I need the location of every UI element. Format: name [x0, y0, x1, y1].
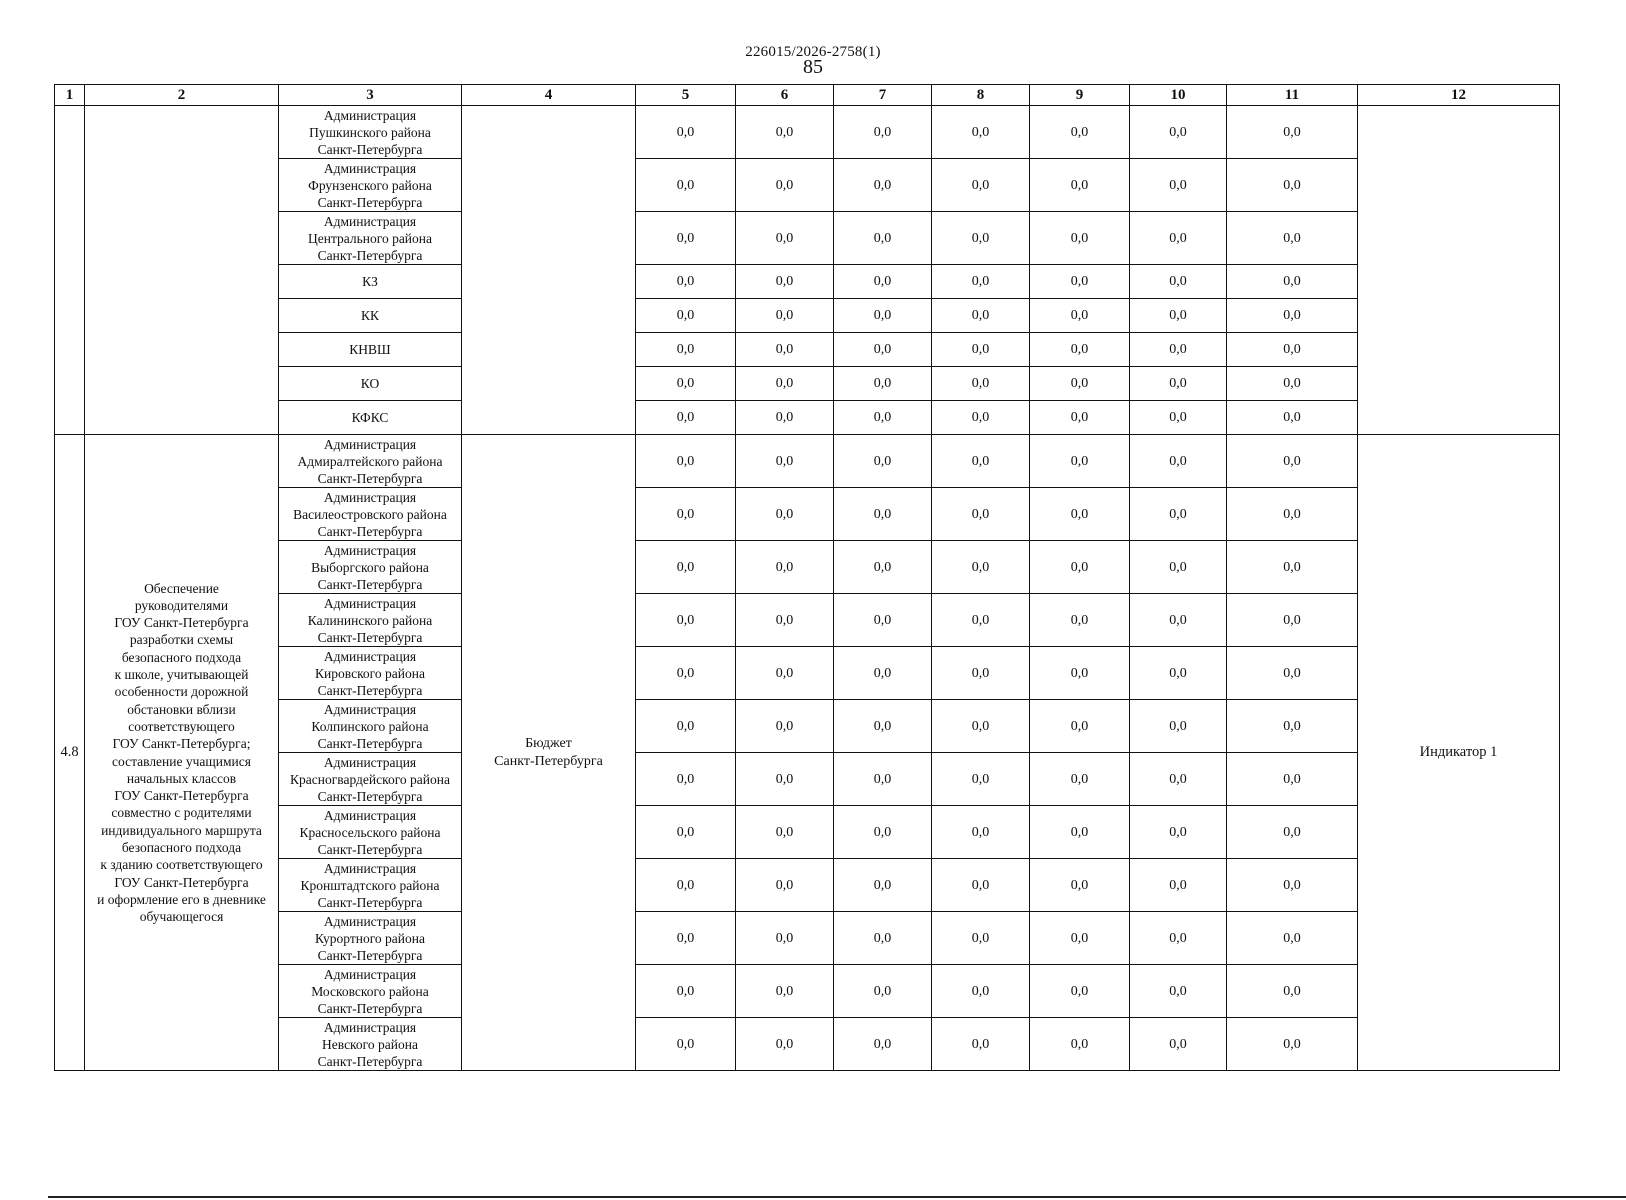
value-cell: 0,0 — [1130, 333, 1227, 367]
value-cell: 0,0 — [932, 299, 1030, 333]
value-cell: 0,0 — [1130, 159, 1227, 212]
organization-cell: Администрация Курортного района Санкт-Петербурга — [279, 912, 462, 965]
column-header: 8 — [932, 85, 1030, 106]
value-cell: 0,0 — [1030, 753, 1130, 806]
column-header: 10 — [1130, 85, 1227, 106]
value-cell: 0,0 — [932, 367, 1030, 401]
value-cell: 0,0 — [736, 212, 834, 265]
value-cell: 0,0 — [1227, 806, 1358, 859]
value-cell: 0,0 — [636, 106, 736, 159]
value-cell: 0,0 — [636, 700, 736, 753]
value-cell: 0,0 — [932, 265, 1030, 299]
table-row — [55, 106, 1560, 159]
value-cell: 0,0 — [636, 488, 736, 541]
organization-cell: Администрация Красносельского района Санкт-Петербурга — [279, 806, 462, 859]
value-cell: 0,0 — [636, 299, 736, 333]
value-cell: 0,0 — [736, 367, 834, 401]
value-cell: 0,0 — [932, 333, 1030, 367]
value-cell: 0,0 — [1030, 333, 1130, 367]
value-cell: 0,0 — [932, 647, 1030, 700]
value-cell: 0,0 — [1130, 647, 1227, 700]
value-cell: 0,0 — [834, 541, 932, 594]
value-cell: 0,0 — [1227, 912, 1358, 965]
column-header: 2 — [85, 85, 279, 106]
value-cell: 0,0 — [636, 333, 736, 367]
value-cell: 0,0 — [834, 912, 932, 965]
value-cell: 0,0 — [1227, 700, 1358, 753]
table-row — [55, 401, 1560, 435]
value-cell: 0,0 — [1030, 488, 1130, 541]
column-header: 6 — [736, 85, 834, 106]
value-cell: 0,0 — [1130, 488, 1227, 541]
value-cell: 0,0 — [736, 594, 834, 647]
column-header: 7 — [834, 85, 932, 106]
organization-cell: Администрация Выборгского района Санкт-Петербурга — [279, 541, 462, 594]
value-cell: 0,0 — [1130, 541, 1227, 594]
value-cell: 0,0 — [1130, 594, 1227, 647]
value-cell: 0,0 — [834, 367, 932, 401]
value-cell: 0,0 — [1130, 700, 1227, 753]
value-cell: 0,0 — [1030, 541, 1130, 594]
organization-cell: КО — [279, 367, 462, 401]
value-cell: 0,0 — [1227, 401, 1358, 435]
value-cell: 0,0 — [1130, 912, 1227, 965]
table-row — [55, 299, 1560, 333]
value-cell: 0,0 — [932, 106, 1030, 159]
value-cell: 0,0 — [932, 965, 1030, 1018]
organization-cell: Администрация Василеостровского района Санкт-Петербурга — [279, 488, 462, 541]
value-cell: 0,0 — [736, 333, 834, 367]
value-cell: 0,0 — [1030, 647, 1130, 700]
table-row — [55, 159, 1560, 212]
value-cell: 0,0 — [932, 159, 1030, 212]
value-cell: 0,0 — [1030, 435, 1130, 488]
value-cell: 0,0 — [636, 367, 736, 401]
value-cell: 0,0 — [1227, 965, 1358, 1018]
value-cell: 0,0 — [834, 401, 932, 435]
organization-cell: Администрация Колпинского района Санкт-Петербурга — [279, 700, 462, 753]
value-cell: 0,0 — [1030, 106, 1130, 159]
table-row — [55, 333, 1560, 367]
document-registration-number: 226015/2026-2758(1) — [745, 44, 881, 60]
table-row — [55, 367, 1560, 401]
value-cell: 0,0 — [1130, 965, 1227, 1018]
value-cell: 0,0 — [736, 912, 834, 965]
value-cell: 0,0 — [736, 859, 834, 912]
value-cell: 0,0 — [834, 753, 932, 806]
value-cell: 0,0 — [1030, 912, 1130, 965]
table-row — [55, 753, 1560, 806]
value-cell: 0,0 — [636, 159, 736, 212]
value-cell: 0,0 — [1227, 106, 1358, 159]
value-cell: 0,0 — [834, 859, 932, 912]
value-cell: 0,0 — [1130, 859, 1227, 912]
value-cell: 0,0 — [834, 159, 932, 212]
value-cell: 0,0 — [1227, 859, 1358, 912]
table-row — [55, 859, 1560, 912]
value-cell: 0,0 — [1227, 435, 1358, 488]
value-cell: 0,0 — [834, 594, 932, 647]
value-cell: 0,0 — [932, 753, 1030, 806]
column-header: 5 — [636, 85, 736, 106]
value-cell: 0,0 — [932, 488, 1030, 541]
table-row — [55, 965, 1560, 1018]
column-header: 4 — [462, 85, 636, 106]
value-cell: 0,0 — [736, 753, 834, 806]
table-row — [55, 435, 1560, 488]
value-cell: 0,0 — [636, 753, 736, 806]
value-cell: 0,0 — [736, 700, 834, 753]
value-cell: 0,0 — [834, 265, 932, 299]
table-row — [55, 700, 1560, 753]
value-cell: 0,0 — [636, 912, 736, 965]
value-cell: 0,0 — [1030, 594, 1130, 647]
value-cell: 0,0 — [636, 647, 736, 700]
value-cell: 0,0 — [1130, 299, 1227, 333]
value-cell: 0,0 — [736, 488, 834, 541]
value-cell: 0,0 — [834, 106, 932, 159]
table-row — [55, 212, 1560, 265]
value-cell: 0,0 — [834, 212, 932, 265]
value-cell: 0,0 — [834, 435, 932, 488]
value-cell: 0,0 — [932, 859, 1030, 912]
organization-cell: Администрация Фрунзенского района Санкт-Петербурга — [279, 159, 462, 212]
value-cell: 0,0 — [1030, 859, 1130, 912]
organization-cell: Администрация Калининского района Санкт-Петербурга — [279, 594, 462, 647]
value-cell: 0,0 — [636, 1018, 736, 1071]
value-cell: 0,0 — [1030, 1018, 1130, 1071]
organization-cell: Администрация Красногвардейского района Санкт-Петербурга — [279, 753, 462, 806]
value-cell: 0,0 — [636, 594, 736, 647]
program-table — [54, 84, 1560, 1071]
value-cell: 0,0 — [834, 965, 932, 1018]
table-row — [55, 912, 1560, 965]
value-cell: 0,0 — [1227, 1018, 1358, 1071]
indicator-cell-empty — [1358, 106, 1560, 435]
value-cell: 0,0 — [1130, 1018, 1227, 1071]
page-number: 85 — [803, 56, 823, 78]
value-cell: 0,0 — [1030, 212, 1130, 265]
value-cell: 0,0 — [636, 965, 736, 1018]
column-header: 9 — [1030, 85, 1130, 106]
value-cell: 0,0 — [636, 401, 736, 435]
value-cell: 0,0 — [1227, 333, 1358, 367]
item-number-cell-empty — [55, 106, 85, 435]
value-cell: 0,0 — [932, 806, 1030, 859]
value-cell: 0,0 — [736, 435, 834, 488]
value-cell: 0,0 — [736, 159, 834, 212]
column-header: 1 — [55, 85, 85, 106]
value-cell: 0,0 — [736, 806, 834, 859]
value-cell: 0,0 — [736, 647, 834, 700]
organization-cell: Администрация Адмиралтейского района Санкт-Петербурга — [279, 435, 462, 488]
value-cell: 0,0 — [1130, 265, 1227, 299]
value-cell: 0,0 — [932, 401, 1030, 435]
value-cell: 0,0 — [1130, 212, 1227, 265]
activity-cell-empty — [85, 106, 279, 435]
value-cell: 0,0 — [1227, 594, 1358, 647]
value-cell: 0,0 — [1030, 159, 1130, 212]
value-cell: 0,0 — [736, 106, 834, 159]
organization-cell: КНВШ — [279, 333, 462, 367]
organization-cell: Администрация Московского района Санкт-Петербурга — [279, 965, 462, 1018]
organization-cell: КЗ — [279, 265, 462, 299]
value-cell: 0,0 — [932, 435, 1030, 488]
value-cell: 0,0 — [636, 859, 736, 912]
value-cell: 0,0 — [636, 212, 736, 265]
value-cell: 0,0 — [636, 541, 736, 594]
value-cell: 0,0 — [932, 1018, 1030, 1071]
value-cell: 0,0 — [834, 647, 932, 700]
value-cell: 0,0 — [1030, 367, 1130, 401]
organization-cell: КФКС — [279, 401, 462, 435]
value-cell: 0,0 — [932, 700, 1030, 753]
organization-cell: Администрация Центрального района Санкт-Петербурга — [279, 212, 462, 265]
table-row — [55, 806, 1560, 859]
funding-source-cell: Бюджет Санкт-Петербурга — [462, 435, 636, 1071]
value-cell: 0,0 — [932, 594, 1030, 647]
value-cell: 0,0 — [834, 488, 932, 541]
value-cell: 0,0 — [1227, 367, 1358, 401]
value-cell: 0,0 — [1130, 106, 1227, 159]
organization-cell: Администрация Кронштадтского района Санкт-Петербурга — [279, 859, 462, 912]
table-body — [55, 85, 1560, 1071]
value-cell: 0,0 — [736, 401, 834, 435]
value-cell: 0,0 — [1227, 265, 1358, 299]
value-cell: 0,0 — [1227, 541, 1358, 594]
value-cell: 0,0 — [736, 1018, 834, 1071]
column-number-row — [55, 85, 1560, 106]
organization-cell: Администрация Кировского района Санкт-Петербурга — [279, 647, 462, 700]
page-bottom-rule — [48, 1196, 1626, 1198]
value-cell: 0,0 — [1227, 647, 1358, 700]
table-row — [55, 265, 1560, 299]
value-cell: 0,0 — [1030, 806, 1130, 859]
value-cell: 0,0 — [636, 435, 736, 488]
value-cell: 0,0 — [1227, 488, 1358, 541]
column-header: 11 — [1227, 85, 1358, 106]
value-cell: 0,0 — [932, 212, 1030, 265]
value-cell: 0,0 — [1030, 401, 1130, 435]
column-header: 3 — [279, 85, 462, 106]
table-row — [55, 488, 1560, 541]
value-cell: 0,0 — [736, 299, 834, 333]
value-cell: 0,0 — [1130, 401, 1227, 435]
item-number-cell: 4.8 — [55, 435, 85, 1071]
value-cell: 0,0 — [834, 1018, 932, 1071]
value-cell: 0,0 — [1030, 965, 1130, 1018]
value-cell: 0,0 — [834, 806, 932, 859]
value-cell: 0,0 — [636, 265, 736, 299]
value-cell: 0,0 — [1227, 212, 1358, 265]
value-cell: 0,0 — [932, 541, 1030, 594]
value-cell: 0,0 — [1130, 435, 1227, 488]
table-row — [55, 594, 1560, 647]
table-row — [55, 647, 1560, 700]
column-header: 12 — [1358, 85, 1560, 106]
value-cell: 0,0 — [1130, 806, 1227, 859]
organization-cell: КК — [279, 299, 462, 333]
value-cell: 0,0 — [1030, 299, 1130, 333]
value-cell: 0,0 — [1227, 753, 1358, 806]
value-cell: 0,0 — [1130, 753, 1227, 806]
value-cell: 0,0 — [736, 965, 834, 1018]
value-cell: 0,0 — [1130, 367, 1227, 401]
value-cell: 0,0 — [834, 700, 932, 753]
value-cell: 0,0 — [636, 806, 736, 859]
funding-source-cell-empty — [462, 106, 636, 435]
value-cell: 0,0 — [1227, 159, 1358, 212]
value-cell: 0,0 — [834, 333, 932, 367]
organization-cell: Администрация Пушкинского района Санкт-Петербурга — [279, 106, 462, 159]
table-row — [55, 1018, 1560, 1071]
value-cell: 0,0 — [1030, 700, 1130, 753]
activity-description-cell: Обеспечение руководителями ГОУ Санкт-Петербурга разработки схемы безопасного подхода к школе, учитывающей особенности дорожной обстановки вблизи соответствующего ГОУ Санкт-Петербурга; составление учащимися начальных классов ГОУ Санкт-Петербурга совместно с родителями индивидуального маршрута безопасного подхода к зданию соответствующего ГОУ Санкт-Петербурга и оформление его в дневнике обучающегося — [85, 435, 279, 1071]
organization-cell: Администрация Невского района Санкт-Петербурга — [279, 1018, 462, 1071]
value-cell: 0,0 — [1227, 299, 1358, 333]
value-cell: 0,0 — [1030, 265, 1130, 299]
table-row — [55, 541, 1560, 594]
value-cell: 0,0 — [932, 912, 1030, 965]
value-cell: 0,0 — [736, 541, 834, 594]
indicator-cell: Индикатор 1 — [1358, 435, 1560, 1071]
value-cell: 0,0 — [736, 265, 834, 299]
value-cell: 0,0 — [834, 299, 932, 333]
